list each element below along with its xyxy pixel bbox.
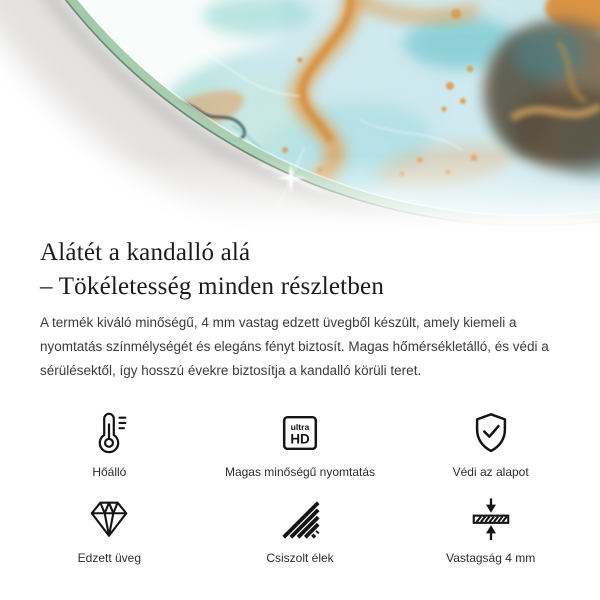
feature-label: Hőálló (92, 465, 127, 479)
polished-edges-icon (276, 495, 323, 542)
product-copy (0, 236, 600, 565)
product-description: A termék kiváló minőségű, 4 mm vastag edzett üvegből készült, amely kiemeli a nyomtatás színmélységét és elegáns fényt biztosít. Magas hőmérsékletálló, és védi a sérülésektől, így hosszú évekre biztosítja a kandalló körüli teret. (40, 315, 549, 378)
page-title-line1: Alátét a kandalló alá (40, 239, 251, 266)
page-title (40, 236, 600, 304)
feature-polished-edges (205, 495, 396, 565)
feature-high-quality-print (205, 409, 396, 479)
feature-protects-base (395, 409, 586, 479)
feature-thickness (395, 495, 586, 565)
shield-check-icon (467, 409, 514, 456)
diamond-icon (86, 495, 133, 542)
ultra-hd-icon-text-top: ultra (290, 421, 310, 432)
feature-label: Csiszolt élek (266, 551, 334, 565)
page-title-line2: – Tökéletesség minden részletben (40, 273, 385, 300)
feature-label: Vastagság 4 mm (446, 551, 536, 565)
ultra-hd-icon (276, 409, 323, 456)
features-grid (14, 409, 586, 565)
bottom-fade (0, 156, 600, 236)
feature-label: Magas minőségű nyomtatás (224, 465, 376, 479)
glass-disc-illustration (0, 0, 600, 236)
feature-tempered-glass (14, 495, 205, 565)
thermometer-icon (86, 409, 133, 456)
product-image (0, 0, 600, 236)
ultra-hd-icon-text-bottom: HD (290, 431, 310, 447)
feature-label: Védi az alapot (452, 465, 529, 479)
thickness-icon (467, 495, 514, 542)
feature-heat-resistant (14, 409, 205, 479)
feature-label: Edzett üveg (77, 551, 142, 565)
